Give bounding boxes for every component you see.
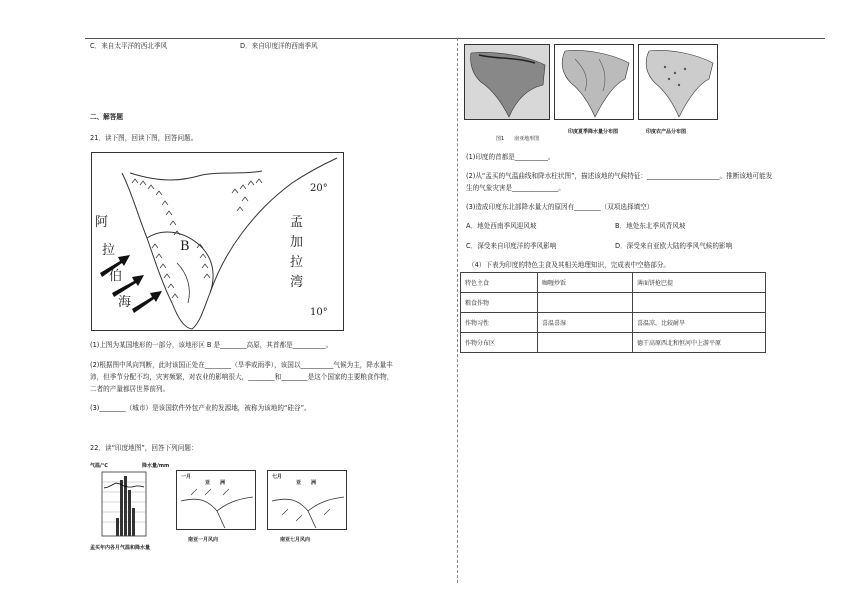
jul-month-label: 七月	[272, 474, 283, 480]
india-terrain-map	[91, 152, 344, 331]
map-label-m2: 加	[290, 235, 304, 250]
table-row	[461, 333, 766, 353]
header-rule	[85, 38, 825, 39]
q21-part2-line1: (2)根据图中风向判断，此时该国正处在________（旱季或雨季），该国以__________气候为主，降水量丰	[90, 361, 393, 369]
table-cell: 喜温凉，比较耐旱	[633, 313, 766, 333]
jan-asia-label: 亚 洲	[205, 480, 226, 486]
table-row	[461, 313, 766, 333]
map-label-m3: 拉	[290, 255, 304, 270]
map-label-a3: 伯	[109, 269, 123, 284]
jul-asia-label: 亚 洲	[296, 480, 317, 486]
table-cell: 薄面饼抢巴提	[633, 273, 766, 293]
option-a: A．地处西南季风迎风坡	[466, 222, 537, 230]
rainfall-map-caption: 印度夏季降水量分布图	[568, 129, 619, 135]
jan-map-caption: 南亚一月风向	[188, 537, 219, 543]
jan-month-label: 一月	[181, 474, 192, 480]
option-c-right: C．深受来自印度洋的季风影响	[466, 242, 557, 250]
climate-chart-svg	[90, 468, 168, 548]
map-label-a1: 阿	[95, 215, 109, 230]
right-q1: (1)印度的首都是__________。	[466, 153, 555, 161]
latitude-20: 20°	[310, 183, 328, 194]
right-q2-line1: (2)从“孟买的气温曲线和降水柱状图”，描述该地的气候特征：______________________。推断该地可能发	[466, 172, 773, 180]
india-summer-rainfall-map	[554, 44, 634, 120]
q21-part2-line3: 二者的产量都居世界前列。	[90, 385, 170, 393]
map-label-m1: 孟	[290, 215, 304, 230]
option-c: C．来自太平洋的西北季风	[90, 42, 168, 50]
table-cell	[538, 333, 633, 353]
table-cell: 咖喱炒饭	[538, 273, 633, 293]
right-q4: （4）下表为印度的特色主食及其相关地理知识，完成表中空格部分。	[468, 261, 671, 269]
option-b: B．地处东北季风背风坡	[615, 222, 686, 230]
column-divider	[457, 38, 458, 583]
right-q3: (3)造成印度东北部降水量大的原因有________（双项选择填空）	[466, 203, 654, 211]
table-row	[461, 273, 766, 293]
july-wind-map	[267, 470, 347, 530]
question-21-stem: 21．读下图，回读下图，回答问题。	[90, 134, 198, 142]
climate-chart-caption: 孟买年内各月气温和降水量	[90, 545, 151, 551]
january-wind-map	[176, 470, 256, 530]
terrain-map-drawing	[465, 45, 549, 119]
rainfall-map-drawing	[555, 45, 633, 119]
option-d-right: D．深受来自亚欧大陆的季风气候的影响	[615, 242, 733, 250]
staple-food-table	[460, 272, 766, 353]
south-asia-terrain-map	[464, 44, 550, 120]
jul-map-drawing	[268, 471, 346, 529]
table-cell: 作物习性	[461, 313, 538, 333]
latitude-10: 10°	[310, 307, 328, 318]
table-cell	[633, 293, 766, 313]
section-heading: 二、解答题	[90, 113, 123, 121]
jan-map-drawing	[177, 471, 255, 529]
table-row	[461, 293, 766, 313]
table-cell: 粮食作物	[461, 293, 538, 313]
mumbai-climate-chart	[90, 462, 168, 552]
table-cell	[538, 293, 633, 313]
map-label-b: B	[180, 239, 190, 254]
q21-part3: (3)________（城市）是该国软件外包产业的发源地，被称为该地的“硅谷”。	[90, 404, 311, 412]
question-22-stem: 22．读“印度地图”，回答下列问题：	[90, 444, 198, 452]
map-label-a2: 拉	[102, 243, 116, 258]
jul-map-caption: 南亚七月风向	[280, 537, 311, 543]
option-d: D．来自印度洋的西南季风	[240, 42, 318, 50]
table-cell: 喜温喜湿	[538, 313, 633, 333]
q21-part1: (1)上图为某国地形的一部分，该地形区 B 是________高原，其首都是__________。	[90, 341, 333, 349]
crop-map-caption: 印度农产品分布图	[646, 129, 687, 135]
terrain-map-caption: 图1 南亚地形图	[496, 136, 540, 142]
climate-rain-axis-title: 降水量/mm	[142, 463, 170, 469]
climate-temp-axis-title: 气温/℃	[90, 463, 108, 469]
table-cell: 作物分布区	[461, 333, 538, 353]
map-label-m4: 湾	[290, 275, 304, 290]
map-label-a4: 海	[118, 295, 132, 310]
right-q2-line2: 生的气象灾害是______________。	[466, 184, 565, 192]
table-cell: 特色主食	[461, 273, 538, 293]
india-crop-distribution-map	[638, 44, 718, 120]
crop-map-drawing	[639, 45, 717, 119]
table-cell: 德干高原西北和恒河中上游平原	[633, 333, 766, 353]
q21-part2-line2: 沛，但季节分配不均，灾害频繁，对农业的影响很大，________和________是这个国家的主要粮食作物，	[90, 373, 394, 381]
